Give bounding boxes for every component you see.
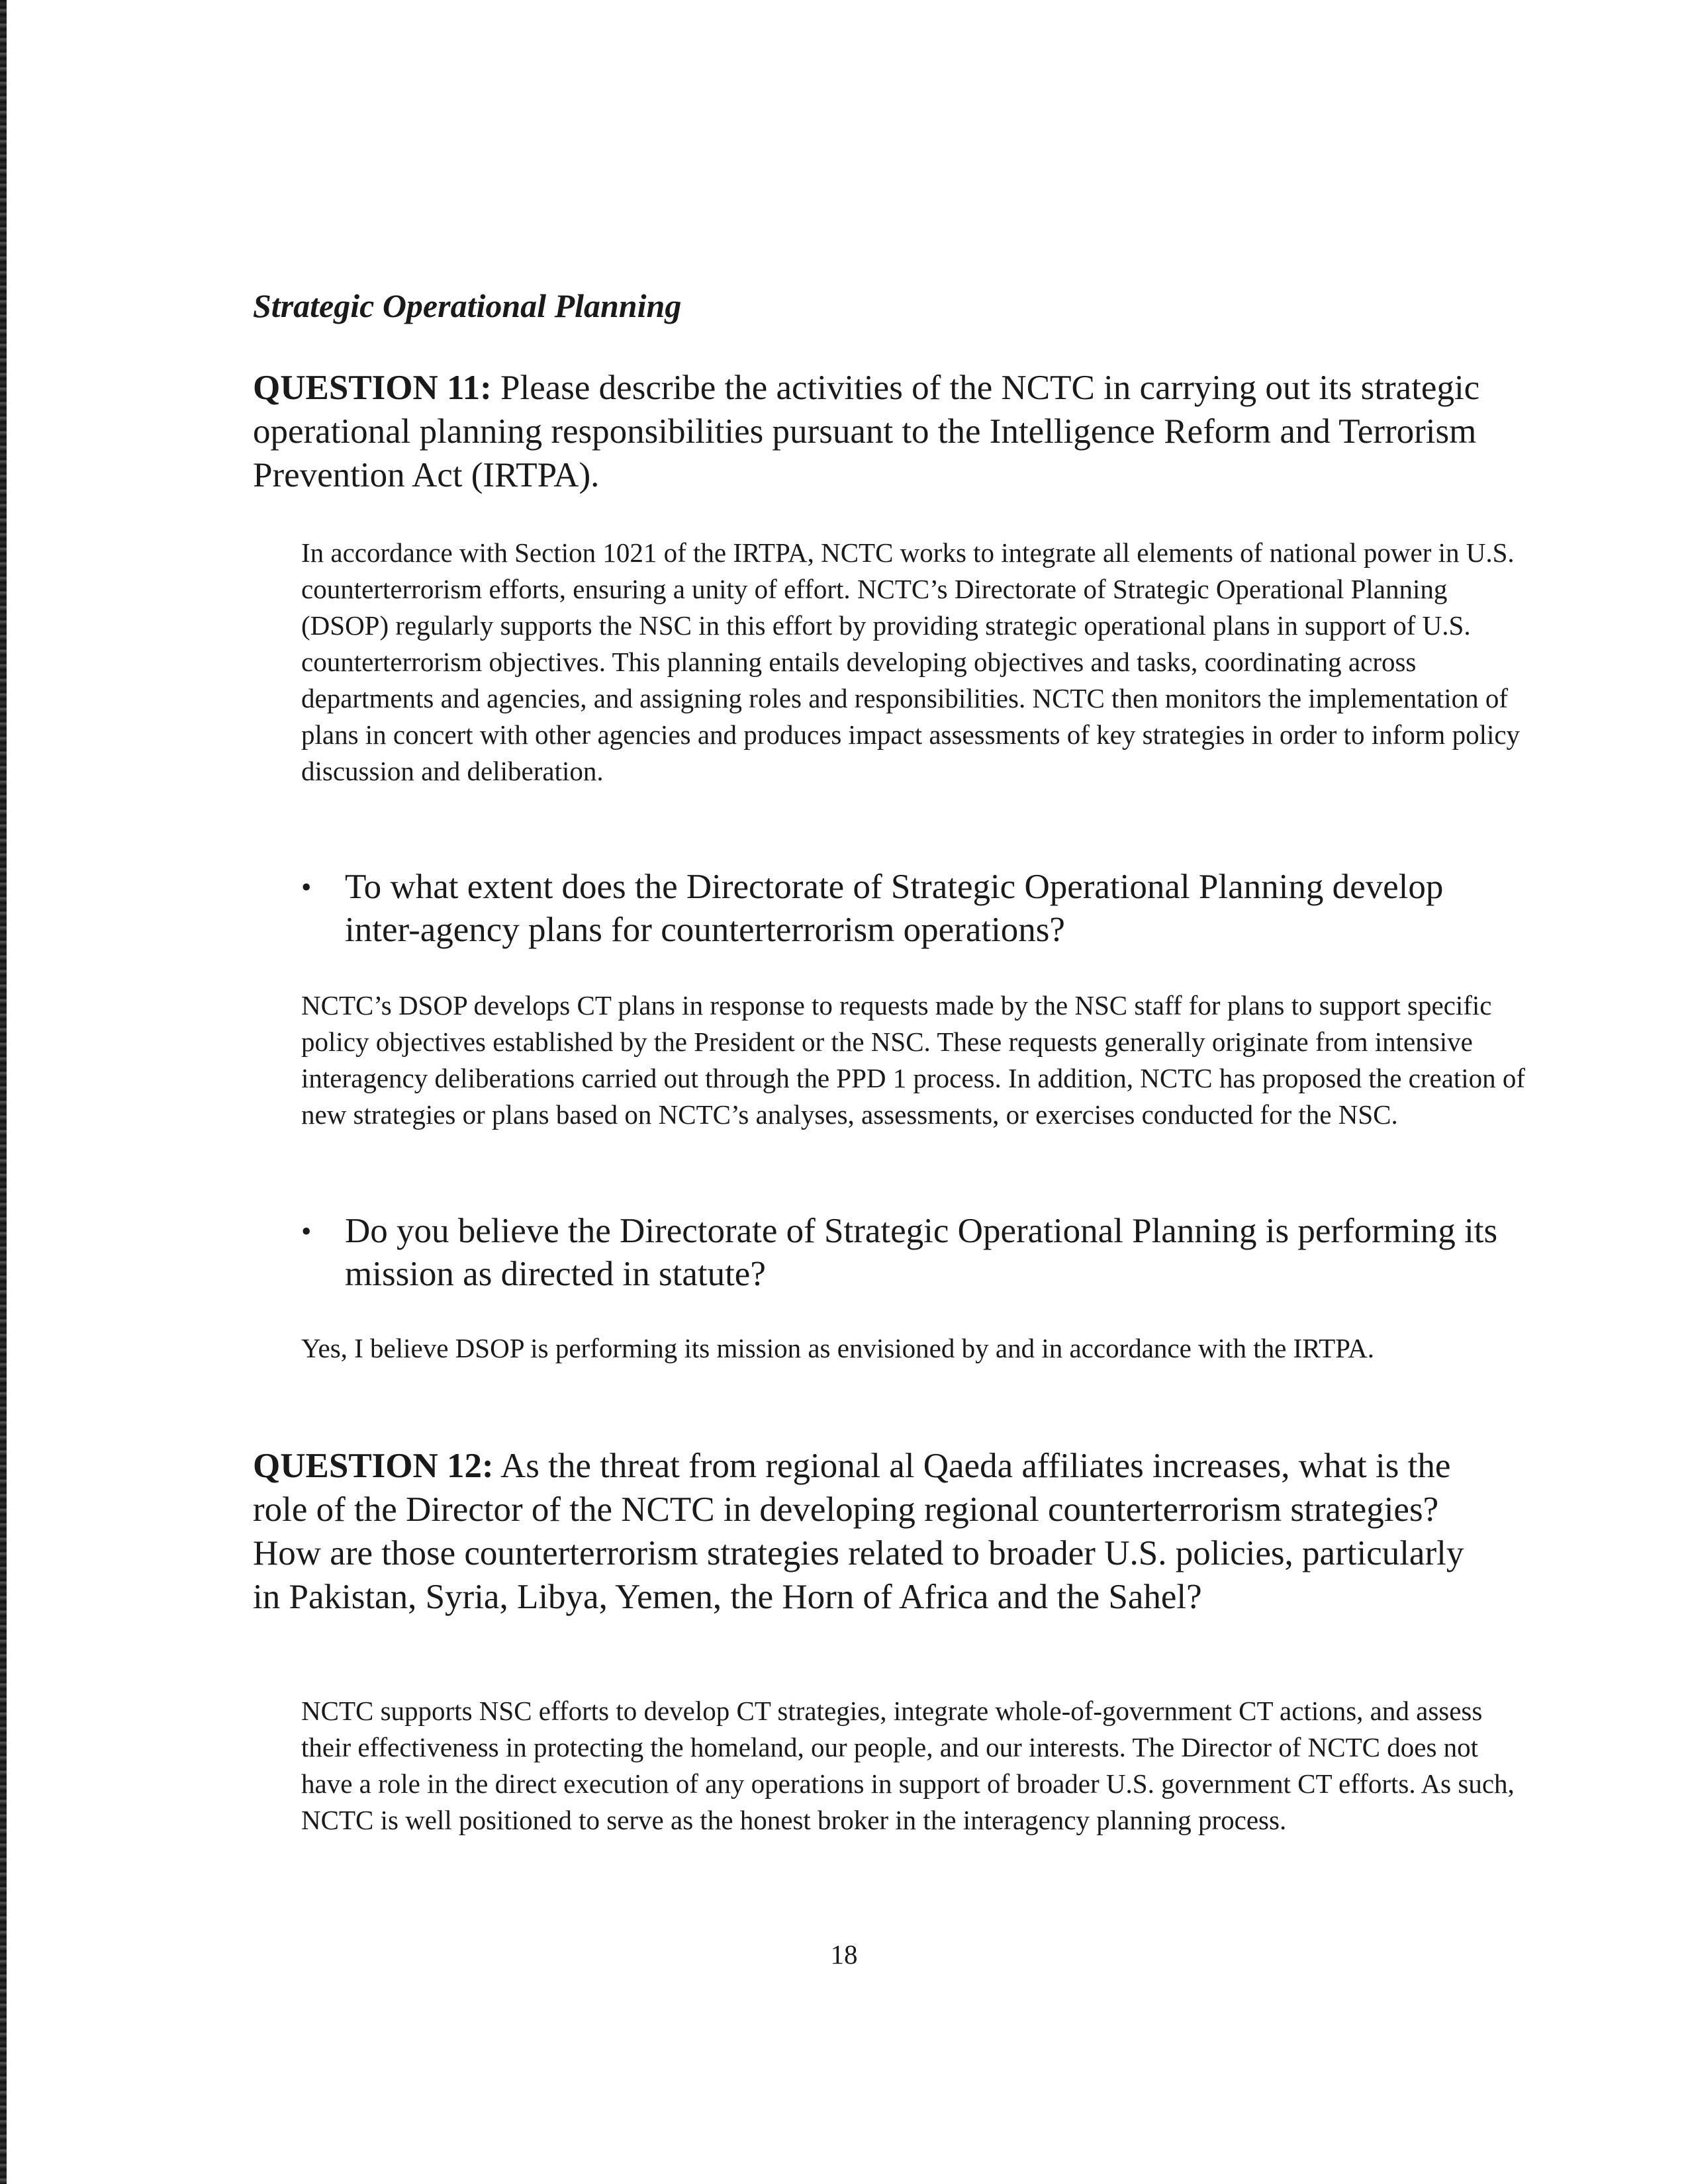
section-title: Strategic Operational Planning [253, 287, 682, 324]
question-11 [253, 366, 1497, 497]
question-11-label: QUESTION 11: [253, 369, 492, 407]
question-12-label: QUESTION 12: [253, 1447, 494, 1485]
answer-bullet-1: NCTC’s DSOP develops CT plans in response to requests made by the NSC staff for plans to support specific policy objectives established by the President or the NSC. These requests generally originate from intensive interagency deliberations carried out through the PPD 1 process. In addition, NCTC has proposed the creation of new strategies or plans based on NCTC’s analyses, assessments, or exercises conducted for the NSC. [301, 990, 1526, 1130]
bullet-question-1 [301, 866, 1510, 952]
question-11-text: Please describe the activities of the NCTC in carrying out its strategic operational planning responsibilities pursuant to the Intelligence Reform and Terrorism Prevention Act (IRTPA). [253, 369, 1480, 494]
bullet-question-2-text: Do you believe the Directorate of Strategic Operational Planning is performing its mission as directed in statute? [345, 1212, 1498, 1293]
bullet-question-2 [301, 1210, 1510, 1296]
answer-bullet-2: Yes, I believe DSOP is performing its mission as envisioned by and in accordance with the IRTPA. [301, 1333, 1375, 1363]
page-number: 18 [830, 1939, 858, 1970]
question-12-text: As the threat from regional al Qaeda affiliates increases, what is the role of the Director of the NCTC in developing regional counterterrorism strategies? How are those counterterrorism strategies related to broader U.S. policies, particularly in Pakistan, Syria, Libya, Yemen, the Horn of Africa and the Sahel? [253, 1447, 1464, 1616]
bullet-icon: • [301, 871, 312, 903]
bullet-question-1-text: To what extent does the Directorate of Strategic Operational Planning develop inter-agency plans for counterterrorism operations? [345, 868, 1444, 949]
answer-11: In accordance with Section 1021 of the IRTPA, NCTC works to integrate all elements of national power in U.S. counterterrorism efforts, ensuring a unity of effort. NCTC’s Directorate of Strategic Operational Planning (DSOP) regularly supports the NSC in this effort by providing strategic operational plans in support of U.S. counterterrorism objectives. This planning entails developing objectives and tasks, coordinating across departments and agencies, and assigning roles and responsibilities. NCTC then monitors the implementation of plans in concert with other agencies and produces impact assessments of key strategies in order to inform policy discussion and deliberation. [301, 537, 1521, 786]
answer-12: NCTC supports NSC efforts to develop CT strategies, integrate whole-of-government CT actions, and assess their effectiveness in protecting the homeland, our people, and our interests. The Director of NCTC does not have a role in the direct execution of any operations in support of broader U.S. government CT efforts. As such, NCTC is well positioned to serve as the honest broker in the interagency planning process. [301, 1696, 1515, 1835]
bullet-icon: • [301, 1215, 312, 1248]
question-12 [253, 1444, 1497, 1619]
